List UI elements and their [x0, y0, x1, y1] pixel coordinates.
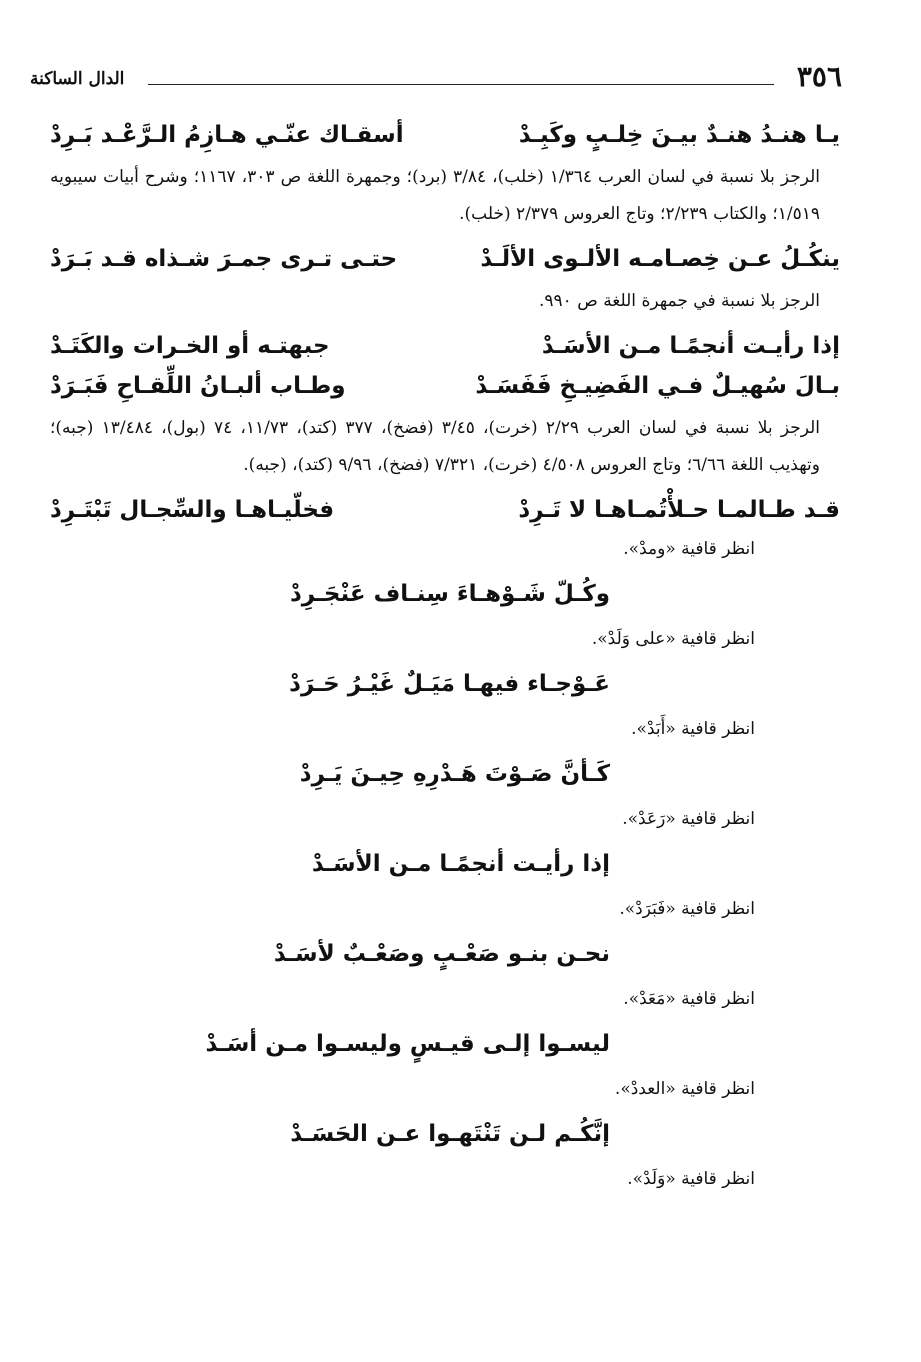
- page-number: ٣٥٦: [796, 60, 842, 93]
- verse-hemistich-right: إذا رأيـت أنجمًـا مـن الأسَـدْ: [541, 333, 840, 359]
- page-body: [50, 115, 840, 1198]
- verse-hemistich-right: ينكُـلُ عـن خِصـامـه الألـوى الألَـدْ: [480, 246, 840, 272]
- cross-reference: انظر قافية «أَبَدْ».: [631, 719, 755, 739]
- single-verse: عَـوْجـاء فيهـا مَيَـلٌ غَيْـرُ حَـرَدْ: [289, 671, 610, 697]
- verse-hemistich-left: فخلّيـاهـا والسِّجـال تَبْتَـرِدْ: [50, 497, 335, 523]
- single-verse: كَـأنَّ صَـوْتَ هَـدْرِهِ حِيـنَ يَـرِدْ: [299, 761, 610, 787]
- verse-entry: [50, 115, 840, 233]
- cross-reference: انظر قافية «مَعَدْ».: [623, 989, 755, 1009]
- single-verse: ليسـوا إلـى قيـسٍ وليسـوا مـن أسَـدْ: [205, 1031, 610, 1057]
- verse-entry: [50, 490, 840, 530]
- cross-reference: انظر قافية «ومدْ».: [623, 539, 755, 559]
- citation-note: الرجز بلا نسبة في جمهرة اللغة ص ٩٩٠.: [539, 291, 820, 311]
- single-verse: وكُـلّ شَـوْهـاءَ سِنـاف عَنْجَـرِدْ: [289, 581, 610, 607]
- cross-reference: انظر قافية «رَعَدْ».: [622, 809, 755, 829]
- verse-line: [50, 326, 840, 366]
- verse-hemistich-right: قـد طـالمـا حـلأْتُمـاهـا لا تَـرِدْ: [518, 497, 840, 523]
- citation-note: الرجز بلا نسبة في لسان العرب ١/٣٦٤ (خلب)، ٣/٨٤ (برد)؛ وجمهرة اللغة ص ٣٠٣، ١١٦٧؛ وشرح أبيات سيبويه ١/٥١٩؛ والكتاب ٢/٢٣٩؛ وتاج العروس ٢/٣٧٩ (خلب).: [50, 167, 821, 224]
- verse-entry: [50, 239, 840, 320]
- cross-reference: انظر قافية «العددْ».: [614, 1079, 755, 1099]
- single-verse: إذا رأيـت أنجمًـا مـن الأسَـدْ: [311, 851, 610, 877]
- verse-entry: [50, 326, 840, 484]
- verse-line: [50, 490, 840, 530]
- verse-line: [50, 115, 840, 155]
- verse-hemistich-left: حتـى تـرى جمـرَ شـذاه قـد بَـرَدْ: [50, 246, 398, 272]
- cross-reference: انظر قافية «وَلَدْ».: [627, 1169, 755, 1189]
- cross-reference: انظر قافية «فَبَرَدْ».: [619, 899, 755, 919]
- cross-reference: انظر قافية «على وَلَدْ».: [591, 629, 755, 649]
- running-title: الدال الساكنة: [30, 69, 125, 89]
- citation-note: الرجز بلا نسبة في لسان العرب ٢/٢٩ (خرت)، ٣/٤٥ (فضخ)، ٣٧٧ (كتد)، ١١/٧٣، ٧٤ (بول)، ١٣/٤٨٤ (جبه)؛ وتهذيب اللغة ٦/٦٦؛ وتاج العروس ٤/٥٠٨ (خرت)، ٧/٣٢١ (فضخ)، ٩/٩٦ (كتد)، (جبه).: [50, 418, 821, 475]
- verse-hemistich-left: أسقـاك عنّـي هـازِمُ الـرَّعْـد بَـرِدْ: [50, 122, 404, 148]
- verse-hemistich-right: يـا هنـدُ هنـدٌ بيـنَ خِلـبٍ وكَبِـدْ: [518, 122, 840, 148]
- page-header: [30, 62, 842, 98]
- verse-hemistich-left: وطـاب ألبـانُ اللِّقـاحِ فَبَـرَدْ: [50, 373, 346, 399]
- single-verse: نحـن بنـو صَعْـبٍ وصَعْـبٌ لأسَـدْ: [273, 941, 610, 967]
- verse-line: [50, 239, 840, 279]
- single-verse-list: [50, 530, 840, 1198]
- verse-line: [50, 366, 840, 406]
- verse-hemistich-right: بـالَ سُهيـلٌ فـي الفَضِيـخِ فَفَسَـدْ: [475, 373, 840, 399]
- header-rule: [148, 84, 774, 85]
- verse-hemistich-left: جبهتـه أو الخـرات والكَتَـدْ: [50, 333, 330, 359]
- single-verse: إنَّكُـم لـن تَنْتَهـوا عـن الحَسَـدْ: [290, 1121, 610, 1147]
